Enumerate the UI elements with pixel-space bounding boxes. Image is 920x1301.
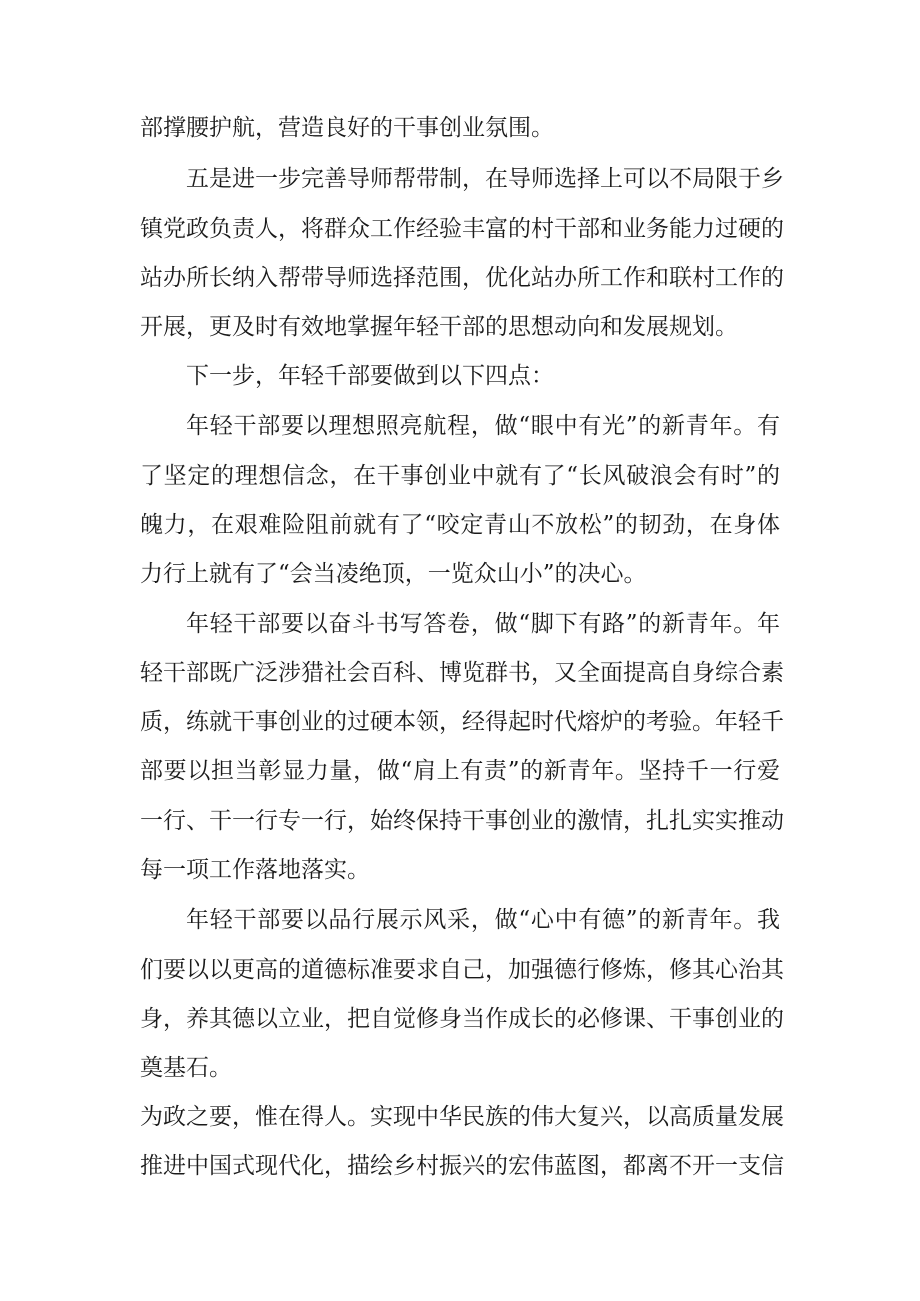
text-line: 开展，更及时有效地掌握年轻干部的思想动向和发展规划。 [140, 314, 738, 340]
text-line: 推进中国式现代化，描绘乡村振兴的宏伟蓝图，都离不开一支信 [140, 1153, 784, 1179]
text-line: 一行、干一行专一行，始终保持干事创业的激情，扎扎实实推动 [140, 808, 784, 834]
text-line: 年轻干部要以品行展示风采，做“心中有德”的新青年。我 [186, 907, 780, 933]
text-line: 站办所长纳入帮带导师选择范围，优化站办所工作和联村工作的 [140, 265, 784, 291]
text-line: 部撑腰护航，营造良好的干事创业氛围。 [140, 115, 554, 141]
text-line: 了坚定的理想信念，在干事创业中就有了“长风破浪会有时”的 [140, 463, 780, 489]
text-line: 五是进一步完善导师帮带制，在导师选择上可以不局限于乡 [186, 166, 784, 192]
text-line: 部要以担当彰显力量，做“肩上有责”的新青年。坚持千一行爱 [140, 758, 780, 784]
text-line: 轻干部既广泛涉猎社会百科、博览群书，又全面提高自身综合素 [140, 660, 784, 686]
text-line: 镇党政负责人，将群众工作经验丰富的村干部和业务能力过硬的 [140, 216, 784, 242]
text-line: 们要以以更高的道德标准要求自己，加强德行修炼，修其心治其 [140, 957, 784, 983]
text-line: 力行上就有了“会当凌绝顶，一览众山小”的决心。 [140, 561, 647, 587]
text-line: 为政之要，惟在得人。实现中华民族的伟大复兴，以高质量发展 [140, 1104, 784, 1130]
text-line: 年轻干部要以理想照亮航程，做“眼中有光”的新青年。有 [186, 413, 780, 439]
text-line: 年轻干部要以奋斗书写答卷，做“脚下有路”的新青年。年 [186, 611, 780, 637]
text-line: 质，练就干事创业的过硬本领，经得起时代熔炉的考验。年轻千 [140, 709, 784, 735]
text-line: 下一步，年轻千部要做到以下四点： [186, 363, 554, 389]
text-line: 奠基石。 [140, 1055, 232, 1081]
text-line: 身，养其德以立业，把自觉修身当作成长的必修课、干事创业的 [140, 1006, 784, 1032]
text-line: 每一项工作落地落实。 [140, 857, 370, 883]
text-line: 魄力，在艰难险阻前就有了“咬定青山不放松”的韧劲，在身体 [140, 512, 780, 538]
